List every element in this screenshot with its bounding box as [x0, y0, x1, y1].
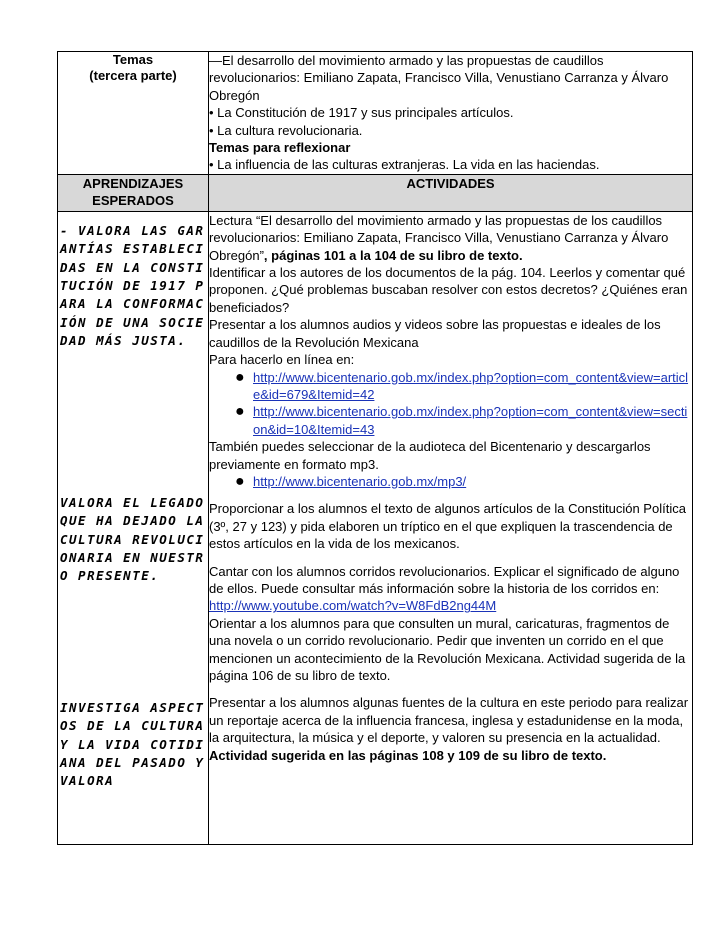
learnings-cell — [58, 211, 209, 844]
activity-reading-text: Lectura “El desarrollo del movimiento armado y las propuestas de los caudillos revolucionarios: Emiliano Zapata, Francisco Villa, Venustiano Carranza y Álvaro Obregón” — [209, 212, 669, 263]
header-learnings — [58, 174, 209, 211]
activity-reading-bold: , páginas 101 a la 104 de su libro de texto. — [263, 247, 523, 263]
activity-text: Proporcionar a los alumnos el texto de algunos artículos de la Constitución Política (3º, 27 y 123) y pida elaboren un tríptico en el que expliquen la trascendencia de estos artículos en la vida de los mexicanos. — [209, 501, 686, 552]
topics-content-cell — [209, 52, 693, 175]
bullet-icon: ● — [235, 368, 245, 386]
learning-item: VALORA EL LEGADO QUE HA DEJADO LA CULTURA REVOLUCIONARIA EN NUESTRO PRESENTE. — [60, 494, 205, 584]
topics-label-sub: (tercera parte) — [89, 68, 177, 83]
link-list-item — [235, 472, 692, 490]
learning-item: - VALORA LAS GARANTÍAS ESTABLECIDAS EN LA CONSTITUCIÓN DE 1917 PARA LA CONFORMACIÓN DE UNA SOCIEDAD MÁS JUSTA. — [60, 222, 205, 349]
link-list — [209, 369, 692, 439]
link-list-item — [235, 403, 692, 438]
topic-line: —El desarrollo del movimiento armado y las propuestas de caudillos revolucionarios: Emiliano Zapata, Francisco Villa, Venustiano Carranza y Álvaro Obregón — [209, 53, 669, 103]
bicentenario-link-2[interactable]: http://www.bicentenario.gob.mx/index.php?option=com_content&view=section&id=10&Itemid=43 — [253, 404, 688, 437]
link-list — [209, 473, 692, 490]
activity-text: Presentar a los alumnos audios y videos sobre las propuestas e ideales de los caudillos de la Revolución Mexicana — [209, 317, 661, 350]
activity-text: Orientar a los alumnos para que consulten un mural, caricaturas, fragmentos de una novela o un corrido revolucionario. Pedir que inventen un corrido en el que mencionen un acontecimiento de la Revolución Mexicana. Actividad sugerida de la página 106 de su libro de texto. — [209, 615, 686, 683]
link-list-item — [235, 368, 692, 404]
activity-culture-text: Presentar a los alumnos algunas fuentes de la cultura en este periodo para realizar un reportaje acerca de la influencia francesa, inglesa y estadunidense en la moda, la arquitectura, la música y el deporte, y valoren su presencia en la actualidad. — [209, 695, 689, 746]
bullet-icon: ● — [235, 472, 245, 490]
bullet-icon: ● — [235, 403, 245, 421]
activity-text: También puedes seleccionar de la audioteca del Bicentenario y descargarlos previamente en formato mp3. — [209, 439, 651, 472]
topics-label-cell — [58, 52, 209, 175]
topic-line: • La influencia de las culturas extranjeras. La vida en las haciendas. — [209, 157, 600, 173]
youtube-link[interactable]: http://www.youtube.com/watch?v=W8FdB2ng44M — [209, 598, 497, 614]
bicentenario-link-1[interactable]: http://www.bicentenario.gob.mx/index.php?option=com_content&view=article&id=679&Itemid=42 — [253, 369, 689, 402]
activity-text: Identificar a los autores de los documentos de la pág. 104. Leerlos y comentar qué proponen. ¿Qué problemas buscaban resolver con estos decretos? ¿Quiénes eran beneficiados? — [209, 265, 688, 315]
activities-cell — [209, 211, 693, 844]
header-row — [58, 174, 693, 211]
activity-culture — [209, 694, 692, 764]
topic-line: • La Constitución de 1917 y sus principales artículos. — [209, 105, 514, 121]
activity-text: Para hacerlo en línea en: — [209, 352, 355, 368]
activity-link-row — [209, 597, 692, 614]
content-row — [58, 211, 693, 844]
topics-label: Temas — [112, 52, 154, 67]
bicentenario-mp3-link[interactable]: http://www.bicentenario.gob.mx/mp3/ — [253, 473, 467, 489]
reflect-title: Temas para reflexionar — [209, 140, 351, 156]
activities-table — [57, 51, 693, 845]
activity-culture-bold: Actividad sugerida en las páginas 108 y 109 de su libro de texto. — [209, 747, 607, 763]
activity-text: Cantar con los alumnos corridos revolucionarios. Explicar el significado de alguno de ellos. Puede consultar más información sobre la historia de los corridos en: — [209, 563, 680, 596]
topic-line: • La cultura revolucionaria. — [209, 122, 363, 138]
activity-reading — [209, 212, 692, 264]
header-activities: ACTIVIDADES — [209, 174, 693, 211]
learning-item: INVESTIGA ASPECTOS DE LA CULTURA Y LA VIDA COTIDIANA DEL PASADO Y VALORA — [60, 699, 205, 789]
topics-row — [58, 52, 693, 175]
header-learnings-line1: APRENDIZAJES — [82, 175, 184, 191]
header-learnings-line2: ESPERADOS — [92, 192, 174, 208]
